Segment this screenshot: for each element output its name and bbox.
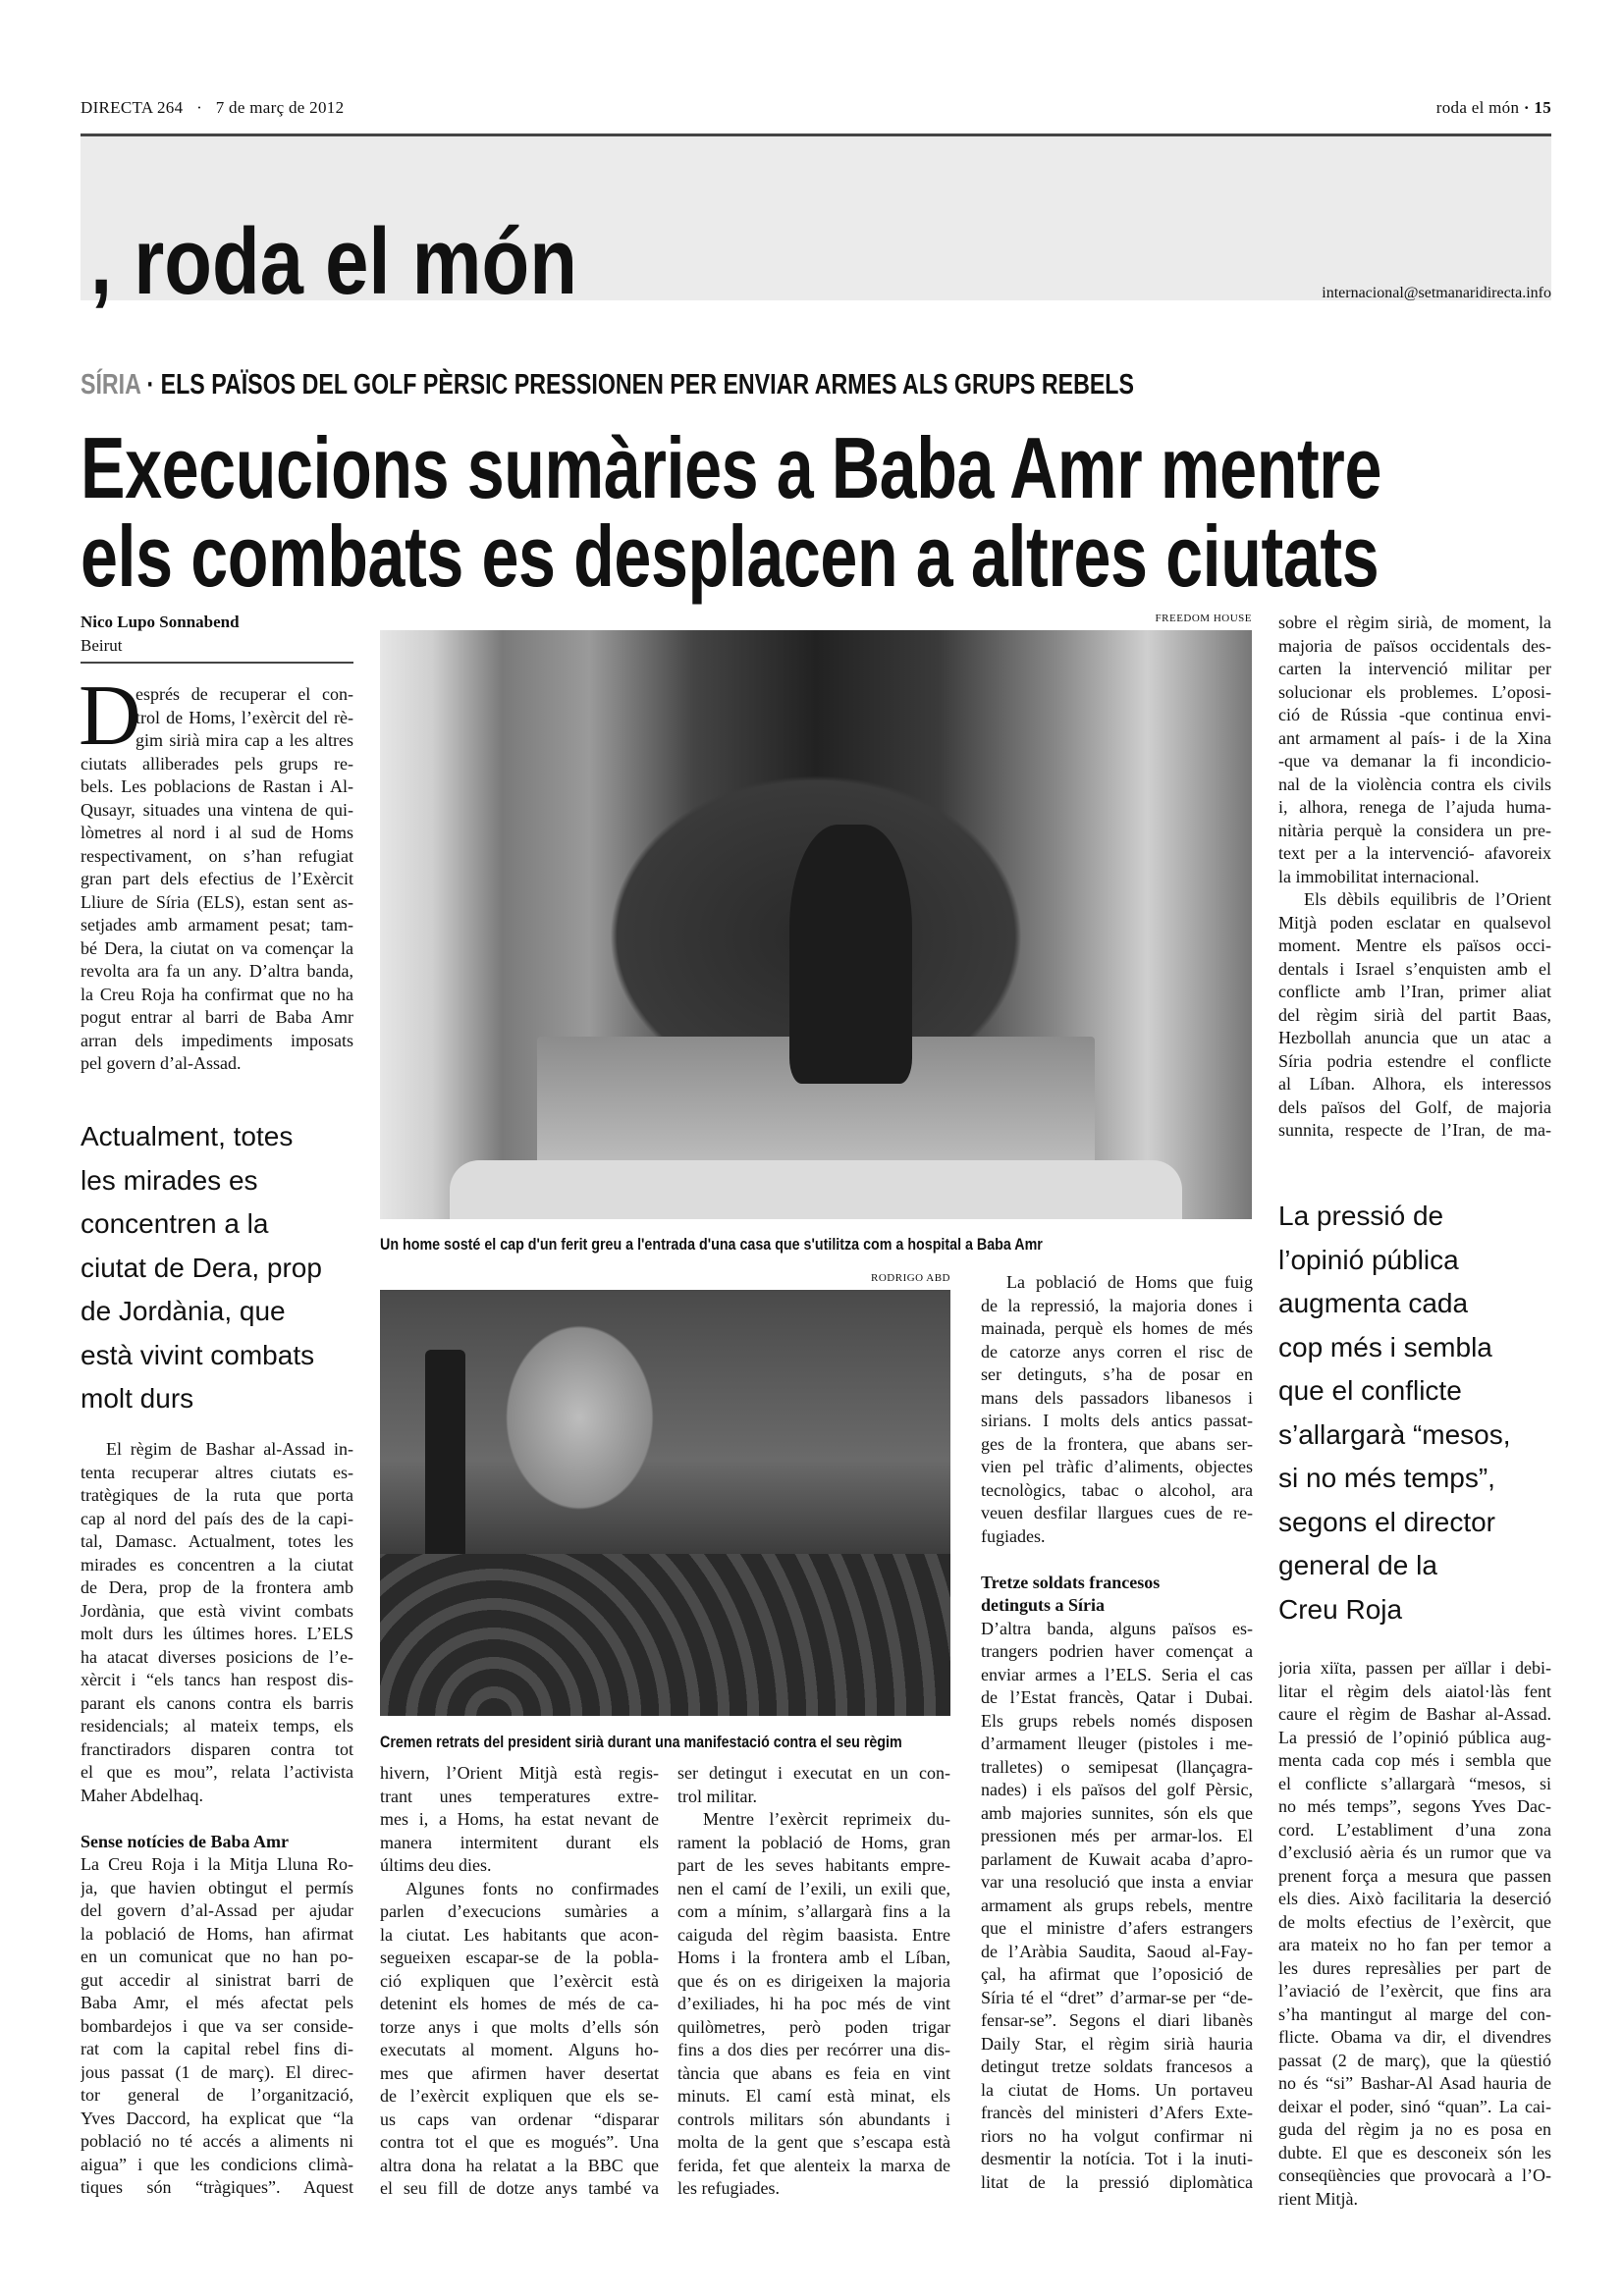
text-line: lòmetres al nord i al sud de Homs <box>81 823 353 842</box>
text-line: us caps van ordenar “disparar <box>380 2109 659 2129</box>
text-line: bels. Les poblacions de Rastan i Al- <box>81 776 353 796</box>
text-line: passat (2 de març), que la qüestió <box>1278 2050 1551 2070</box>
text-line: sunnita, respecte de l’Iran, de ma- <box>1278 1120 1551 1140</box>
text-line: s’ha mantingut al marge del con- <box>1278 2003 1551 2024</box>
text-line: la població de Homs, han afirmat <box>81 1923 353 1944</box>
text-line: trol militar. <box>677 1786 757 1806</box>
text-line: d’exiliades, hi ha poc més de vint <box>677 1994 950 2013</box>
photo-man-figure <box>789 825 911 1084</box>
text-line: ció de Rússia -que continua envi- <box>1278 705 1551 724</box>
text-line: parant els canons contra els barris <box>81 1692 353 1713</box>
pull-quote-line: de Jordània, que <box>81 1296 286 1326</box>
text-line: bé Dera, la ciutat on va començar la <box>81 937 353 958</box>
text-line: altra dona ha relatat a la BBC que <box>380 2155 659 2175</box>
text-line: manera intermitent durant els <box>380 1832 659 1852</box>
text-line: ara mateix no ho fan per temor a <box>1278 1935 1551 1954</box>
text-line: Daily Star, el règim sirià hauria <box>981 2033 1253 2054</box>
photo-1-caption: Un home sosté el cap d'un ferit greu a l'entrada d'una casa que s'utilitza com a hospital a Baba Amr <box>380 1235 1043 1254</box>
issue-date: 7 de març de 2012 <box>215 98 345 117</box>
kicker-tag: SÍRIA <box>81 369 141 400</box>
text-line: torze anys i que molts d’ells són <box>380 2016 659 2037</box>
pull-quote-line: les mirades es <box>81 1164 258 1196</box>
text-line: el que es mou”, relata l’activista <box>81 1762 353 1782</box>
paragraph <box>81 683 353 1076</box>
text-line: tralletes) o semipesat (llançagra- <box>981 1756 1253 1777</box>
text-line: ant armament al país- i de la Xina <box>1278 727 1551 748</box>
text-line: caure el règim de Bashar al-Assad. <box>1278 1704 1551 1724</box>
text-line: la Creu Roja ha confirmat que no ha <box>81 984 353 1004</box>
text-line: prenent força a mesura que passen <box>1278 1865 1551 1886</box>
text-line: Lliure de Síria (ELS), estan sent as- <box>81 891 353 912</box>
paragraph <box>380 1878 659 2201</box>
text-line: controls militars són abundants i <box>677 2109 950 2129</box>
paragraph <box>380 1762 659 1878</box>
pull-quote-line: segons el director <box>1278 1506 1496 1537</box>
text-line: pel govern d’al-Assad. <box>81 1053 242 1073</box>
text-line: rat com la capital rebel fins di- <box>81 2039 353 2058</box>
text-line: var una resolució que insta a enviar <box>981 1872 1253 1892</box>
paragraph <box>677 1762 950 1808</box>
text-line: nitària perquè la considera un pre- <box>1278 820 1551 840</box>
pull-quote-line: s’allargarà “mesos, <box>1278 1418 1511 1450</box>
pull-quote-line: si no més temps”, <box>1278 1463 1495 1493</box>
text-line: parlament de Kuwait acaba d’apro- <box>981 1848 1253 1869</box>
text-line: mirades es concentren a la ciutat <box>81 1554 353 1575</box>
text-line: riors no ha volgut confirmar ni <box>981 2125 1253 2146</box>
text-line: text per a la intervenció- afavoreix <box>1278 843 1551 863</box>
text-line: aigua” i que les condicions climà- <box>81 2154 353 2174</box>
text-line: hivern, l’Orient Mitjà està regis- <box>380 1763 659 1783</box>
text-line: dentals i Israel s’enquisten amb el <box>1278 958 1551 979</box>
text-line: detenint els homes de més de ca- <box>380 1994 659 2013</box>
text-line: els dies. Això facilitaria la deserció <box>1278 1889 1551 1908</box>
text-line: trol de Homs, l’exèrcit del rè- <box>135 707 353 727</box>
text-line: part de les seves habitants empre- <box>677 1855 950 1875</box>
text-line: de l’Estat francès, Qatar i Dubai. <box>981 1687 1253 1707</box>
text-line: mans dels passadors libanesos i <box>981 1387 1253 1408</box>
text-line: ser detingut i executat en un con- <box>677 1763 950 1783</box>
text-line: gut accedir al sinistrat barri de <box>81 1969 353 1990</box>
text-line: amb majories sunnites, són els que <box>981 1802 1253 1823</box>
text-line: no més temps”, segons Yves Dac- <box>1278 1796 1551 1816</box>
text-line: setjades amb armament pesat; tam- <box>81 915 353 934</box>
photo-crowd <box>380 1554 950 1716</box>
text-line: del govern d’al-Assad per ajudar <box>81 1900 353 1920</box>
pull-quote-line: l’opinió pública <box>1278 1244 1459 1275</box>
text-line: desmentir la notícia. Tot i la inuti- <box>981 2149 1253 2168</box>
folio-section: roda el món <box>1435 98 1520 117</box>
text-line: joria xiïta, passen per aïllar i debi- <box>1278 1658 1551 1678</box>
kicker-text: · ELS PAÏSOS DEL GOLF PÈRSIC PRESSIONEN PER ENVIAR ARMES ALS GRUPS REBELS <box>140 369 1134 400</box>
column-3 <box>677 1762 950 2201</box>
text-line: çal, ha afirmat que l’oposició de <box>981 1964 1253 1984</box>
text-line: quilòmetres, però poden trigar <box>677 2016 950 2037</box>
text-line: nen el camí de l’exili, un exili que, <box>677 1878 950 1898</box>
text-line: Els dèbils equilibris de l’Orient <box>1304 889 1551 909</box>
text-line: rament la població de Homs, gran <box>677 1832 950 1852</box>
text-line: pressionen més per armar-los. El <box>981 1826 1253 1845</box>
text-line: litar el règim dels aiatol·làs fent <box>1278 1681 1551 1701</box>
text-line: xèrcit i “els tancs han respost dis- <box>81 1670 353 1689</box>
text-line: menta cada cop més i sembla que <box>1278 1750 1551 1770</box>
text-line: detingut tretze soldats francesos a <box>981 2056 1253 2076</box>
pull-quote-line: augmenta cada <box>1278 1288 1469 1318</box>
text-line: trant unes temperatures extre- <box>380 1786 659 1806</box>
text-line: solucionar els problemes. L’oposi- <box>1278 681 1551 702</box>
text-line: tor general de l’organització, <box>81 2085 353 2105</box>
text-line: veuen desfilar llargues cues de re- <box>981 1503 1253 1522</box>
text-line: molt durs les últimes hores. L’ELS <box>81 1624 353 1643</box>
text-line: respectivament, on s’han refugiat <box>81 845 353 866</box>
text-line: rient Mitjà. <box>1278 2188 1358 2209</box>
text-line: Algunes fonts no confirmades <box>406 1878 659 1898</box>
text-line: tal, Damasc. Actualment, totes les <box>81 1531 353 1551</box>
byline-author: Nico Lupo Sonnabend <box>81 613 240 631</box>
text-line: la immobilitat internacional. <box>1278 866 1480 886</box>
text-line: D’altra banda, alguns països es- <box>981 1618 1253 1638</box>
drop-cap: D <box>79 668 141 764</box>
subheading-line: Sense notícies de Baba Amr <box>81 1831 290 1851</box>
text-line: nades) i els països del golf Pèrsic, <box>981 1780 1253 1799</box>
text-line: de l’Aràbia Saudita, Saoud al-Fay- <box>981 1941 1253 1961</box>
text-line: fugiades. <box>981 1525 1046 1546</box>
text-line: tiques són “tràgiques”. Aquest <box>81 2177 353 2197</box>
paragraph <box>81 1853 353 2200</box>
text-line: fins a dos dies per recórrer una dis- <box>677 2040 950 2059</box>
text-line: tància que abans es feia en vint <box>677 2062 950 2083</box>
text-line: fensar-se”. Segons el diari libanès <box>981 2010 1253 2030</box>
text-line: de catorze anys corren el risc de <box>981 1341 1253 1362</box>
text-line: vien pel tràfic d’aliments, objectes <box>981 1457 1253 1476</box>
text-line: població no té accés a aliments ni <box>81 2131 353 2151</box>
pull-quote-line: general de la <box>1278 1550 1437 1580</box>
byline-location: Beirut <box>81 636 123 655</box>
headline-line-1: Execucions sumàries a Baba Amr mentre <box>81 419 1381 516</box>
text-line: cap al nord del país des de la capi- <box>81 1508 353 1528</box>
text-line: litat de la pressió diplomàtica <box>981 2171 1253 2192</box>
pull-quote-line: està vivint combats <box>81 1339 315 1370</box>
text-line: caiguda del règim baasista. Entre <box>677 1924 950 1945</box>
text-line: carten la intervenció militar per <box>1278 659 1551 678</box>
text-line: com a mínim, s’allargarà fins a la <box>677 1901 950 1921</box>
text-line: que el ministre d’afers estrangers <box>981 1918 1253 1938</box>
text-line: el conflicte s’allargarà “mesos, si <box>1278 1773 1551 1793</box>
text-line: Yves Daccord, ha explicat que “la <box>81 2108 353 2128</box>
text-line: nal de la violència contra els civils <box>1278 774 1551 794</box>
paragraph <box>677 1808 950 2201</box>
text-line: no és “si” Bashar-Al Asad hauria de <box>1278 2073 1551 2093</box>
byline-rule <box>81 662 353 664</box>
text-line: Baba Amr, el més afectat pels <box>81 1993 353 2012</box>
folio-left <box>81 98 344 118</box>
text-line: ció expliquen que l’exèrcit està <box>380 1970 659 1991</box>
column-5-bottom <box>1278 1657 1551 2211</box>
text-line: les dures represàlies per part de <box>1278 1957 1551 1978</box>
text-line: dels països del Golf, de majoria <box>1278 1096 1551 1117</box>
text-line: conseqüències que provocarà a l’O- <box>1278 2165 1551 2185</box>
text-line: cord. L’establiment d’una zona <box>1278 1819 1551 1840</box>
text-line: La població de Homs que fuig <box>1006 1272 1253 1292</box>
text-line: que és on es dirigeixen la majoria <box>677 1970 950 1991</box>
text-line: sirians. I molts dels antics passat- <box>981 1411 1253 1430</box>
photo-protest <box>380 1290 950 1716</box>
paragraph <box>981 1618 1253 2195</box>
photo-hanged-effigy <box>425 1350 465 1584</box>
paragraph <box>1278 888 1551 1143</box>
text-line: Mitjà poden esclatar en qualsevol <box>1278 912 1551 933</box>
text-line: francès del ministeri d’Afers Exte- <box>981 2103 1253 2122</box>
text-line: molta de la gent que s’escapa està <box>677 2132 950 2152</box>
text-line: mes que afirmen haver desertat <box>380 2062 659 2083</box>
text-line: armament als grups rebels, mentre <box>981 1895 1253 1915</box>
paragraph <box>981 1271 1253 1548</box>
text-line: i, alhora, renega de l’ajuda huma- <box>1278 797 1551 817</box>
text-line: Qusayr, situades una vintena de qui- <box>81 799 353 820</box>
paragraph <box>1278 1657 1551 2211</box>
text-line: -que va demanar la fi incondicio- <box>1278 751 1551 771</box>
text-line: parlen d’execucions sumàries a <box>380 1901 659 1921</box>
text-line: pogut entrar al barri de Baba Amr <box>81 1007 353 1027</box>
subheading <box>81 1831 353 1854</box>
text-line: contra tot el que es mogués”. Una <box>380 2132 659 2152</box>
text-line: ges de la frontera, que abans ser- <box>981 1433 1253 1454</box>
text-line: mes i, a Homs, ha estat nevant de <box>380 1809 659 1829</box>
pull-quote-line: molt durs <box>81 1383 194 1414</box>
pull-quote-line: Creu Roja <box>1278 1593 1403 1625</box>
section-title: , roda el món <box>90 209 577 314</box>
pull-quote-2 <box>1278 1195 1511 1631</box>
text-line: el seu fill de dotze anys també va <box>380 2178 659 2198</box>
text-line: Jordània, que està vivint combats <box>81 1600 353 1621</box>
text-line: minuts. El camí està minat, els <box>677 2086 950 2106</box>
pull-quote-line: que el conflicte <box>1278 1375 1462 1406</box>
text-line: tenta recuperar altres ciutats es- <box>81 1462 353 1482</box>
photo-2-caption: Cremen retrats del president sirià durant una manifestació contra el seu règim <box>380 1733 902 1751</box>
text-line: l’aviació de l’exèrcit, que fins ara <box>1278 1981 1551 2001</box>
text-line: majoria de països occidentals des- <box>1278 635 1551 656</box>
text-line: La pressió de l’opinió pública aug- <box>1278 1727 1551 1747</box>
text-line: de la repressió, la majoria dones i <box>981 1295 1253 1315</box>
text-line: revolta ara fa un any. D’altra banda, <box>81 961 353 981</box>
text-line: bombardejos i que va ser conside- <box>81 2015 353 2036</box>
photo-2-credit: RODRIGO ABD <box>871 1272 950 1284</box>
text-line: jous passat (1 de març). El direc- <box>81 2061 353 2082</box>
text-line: trangers podrien haver començat a <box>981 1641 1253 1661</box>
pull-quote-line: cop més i sembla <box>1278 1331 1492 1362</box>
text-line: residencials; al mateix temps, els <box>81 1716 353 1735</box>
column-4 <box>981 1271 1253 2194</box>
text-line: Homs i la frontera amb el Líban, <box>677 1948 950 1967</box>
folio-right <box>1436 98 1551 118</box>
text-line: de Dera, prop de la frontera amb <box>81 1577 353 1597</box>
pull-quote-line: ciutat de Dera, prop <box>81 1252 322 1283</box>
text-line: Els grups rebels només disposen <box>981 1710 1253 1731</box>
pull-quote-line: La pressió de <box>1278 1201 1444 1231</box>
text-line: gim sirià mira cap a les altres <box>135 730 353 750</box>
text-line: la ciutat de Homs. Un portaveu <box>981 2079 1253 2100</box>
text-line: enviar armes a l’ELS. Seria el cas <box>981 1664 1253 1684</box>
subheading-line: Tretze soldats francesos <box>981 1572 1161 1592</box>
text-line: tratègiques de la ruta que porta <box>81 1485 353 1505</box>
text-line: Síria podria estendre el conflicte <box>1278 1050 1551 1071</box>
text-line: últims deu dies. <box>380 1855 492 1875</box>
column-1-top <box>81 683 353 1076</box>
text-line: segueixen escapar-se de la pobla- <box>380 1948 659 1967</box>
text-line: la ciutat. Les habitants que acon- <box>380 1924 659 1945</box>
page-number: 15 <box>1534 98 1551 117</box>
text-line: ciutats alliberades pels grups re- <box>81 753 353 774</box>
subheading-line: detinguts a Síria <box>981 1595 1106 1615</box>
folio-separator: · <box>196 98 203 117</box>
text-line: arran dels impediments imposats <box>81 1030 353 1050</box>
text-line: guda del règim ja no es posa en <box>1278 2119 1551 2139</box>
text-line: franctiradors disparen contra tot <box>81 1738 353 1759</box>
text-line: Síria té el “dret” d’armar-se per “de- <box>981 1987 1253 2007</box>
subheading <box>981 1572 1253 1618</box>
photo-van-wounded <box>380 630 1252 1219</box>
text-line: les refugiades. <box>677 2178 780 2198</box>
text-line: Maher Abdelhaq. <box>81 1785 203 1805</box>
text-line: El règim de Bashar al-Assad in- <box>106 1439 353 1459</box>
text-line: en un comunicat que no han po- <box>81 1947 353 1966</box>
text-line: esprés de recuperar el con- <box>135 684 353 704</box>
text-line: ha atacat diverses posicions de l’e- <box>81 1646 353 1667</box>
section-email[interactable]: internacional@setmanaridirecta.info <box>1322 285 1551 301</box>
column-5-top <box>1278 612 1551 1143</box>
text-line: dubte. El que es desconeix són les <box>1278 2142 1551 2163</box>
text-line: executats al moment. Alguns ho- <box>380 2040 659 2059</box>
paragraph <box>1278 612 1551 888</box>
text-line: ja, que havien obtingut el permís <box>81 1877 353 1897</box>
text-line: La Creu Roja i la Mitja Lluna Ro- <box>81 1854 353 1874</box>
pull-quote-line: Actualment, totes <box>81 1121 294 1151</box>
text-line: de molts efectius de l’exèrcit, que <box>1278 1911 1551 1932</box>
paragraph <box>81 1438 353 1807</box>
kicker <box>81 369 1134 401</box>
photo-van-bumper <box>450 1160 1182 1219</box>
column-1-bottom <box>81 1438 353 2200</box>
text-line: al Líban. Alhora, els interessos <box>1278 1074 1551 1094</box>
pull-quote-line: concentren a la <box>81 1208 269 1239</box>
paragraph-gap <box>981 1548 1253 1572</box>
text-line: flicte. Obama va dir, el divendres <box>1278 2027 1551 2047</box>
text-line: sobre el règim sirià, de moment, la <box>1278 613 1551 632</box>
text-line: del règim sirià del partit Baas, <box>1278 1004 1551 1025</box>
text-line: gran part dels efectius de l’Exèrcit <box>81 869 353 888</box>
text-line: ferida, fet que alenteix la marxa de <box>677 2155 950 2175</box>
paragraph-gap <box>81 1807 353 1831</box>
text-line: mainada, perquè els homes de més <box>981 1318 1253 1338</box>
text-line: conflicte amb l’Iran, primer aliat <box>1278 982 1551 1001</box>
text-line: moment. Mentre els països occi- <box>1278 935 1551 955</box>
text-line: Mentre l’exèrcit reprimeix du- <box>703 1809 950 1829</box>
folio-page-separator: · <box>1523 98 1530 117</box>
publication-issue: DIRECTA 264 <box>81 98 184 117</box>
text-line: d’exclusió aèria és un rumor que va <box>1278 1842 1551 1862</box>
text-line: Hezbollah anuncia que un atac a <box>1278 1028 1551 1047</box>
text-line: deixar el poder, sinó “quan”. La cai- <box>1278 2096 1551 2116</box>
column-2 <box>380 1762 659 2201</box>
headline-line-2: els combats es desplacen a altres ciutats <box>81 507 1380 605</box>
text-line: ser detinguts, s’ha de posar en <box>981 1364 1253 1384</box>
text-line: de l’exèrcit expliquen que els se- <box>380 2086 659 2106</box>
text-line: d’armament lleuger (pistoles i me- <box>981 1734 1253 1753</box>
text-line: tecnològics, tabac o alcohol, ara <box>981 1479 1253 1500</box>
pull-quote-1 <box>81 1115 322 1421</box>
photo-1-credit: FREEDOM HOUSE <box>1155 613 1252 624</box>
